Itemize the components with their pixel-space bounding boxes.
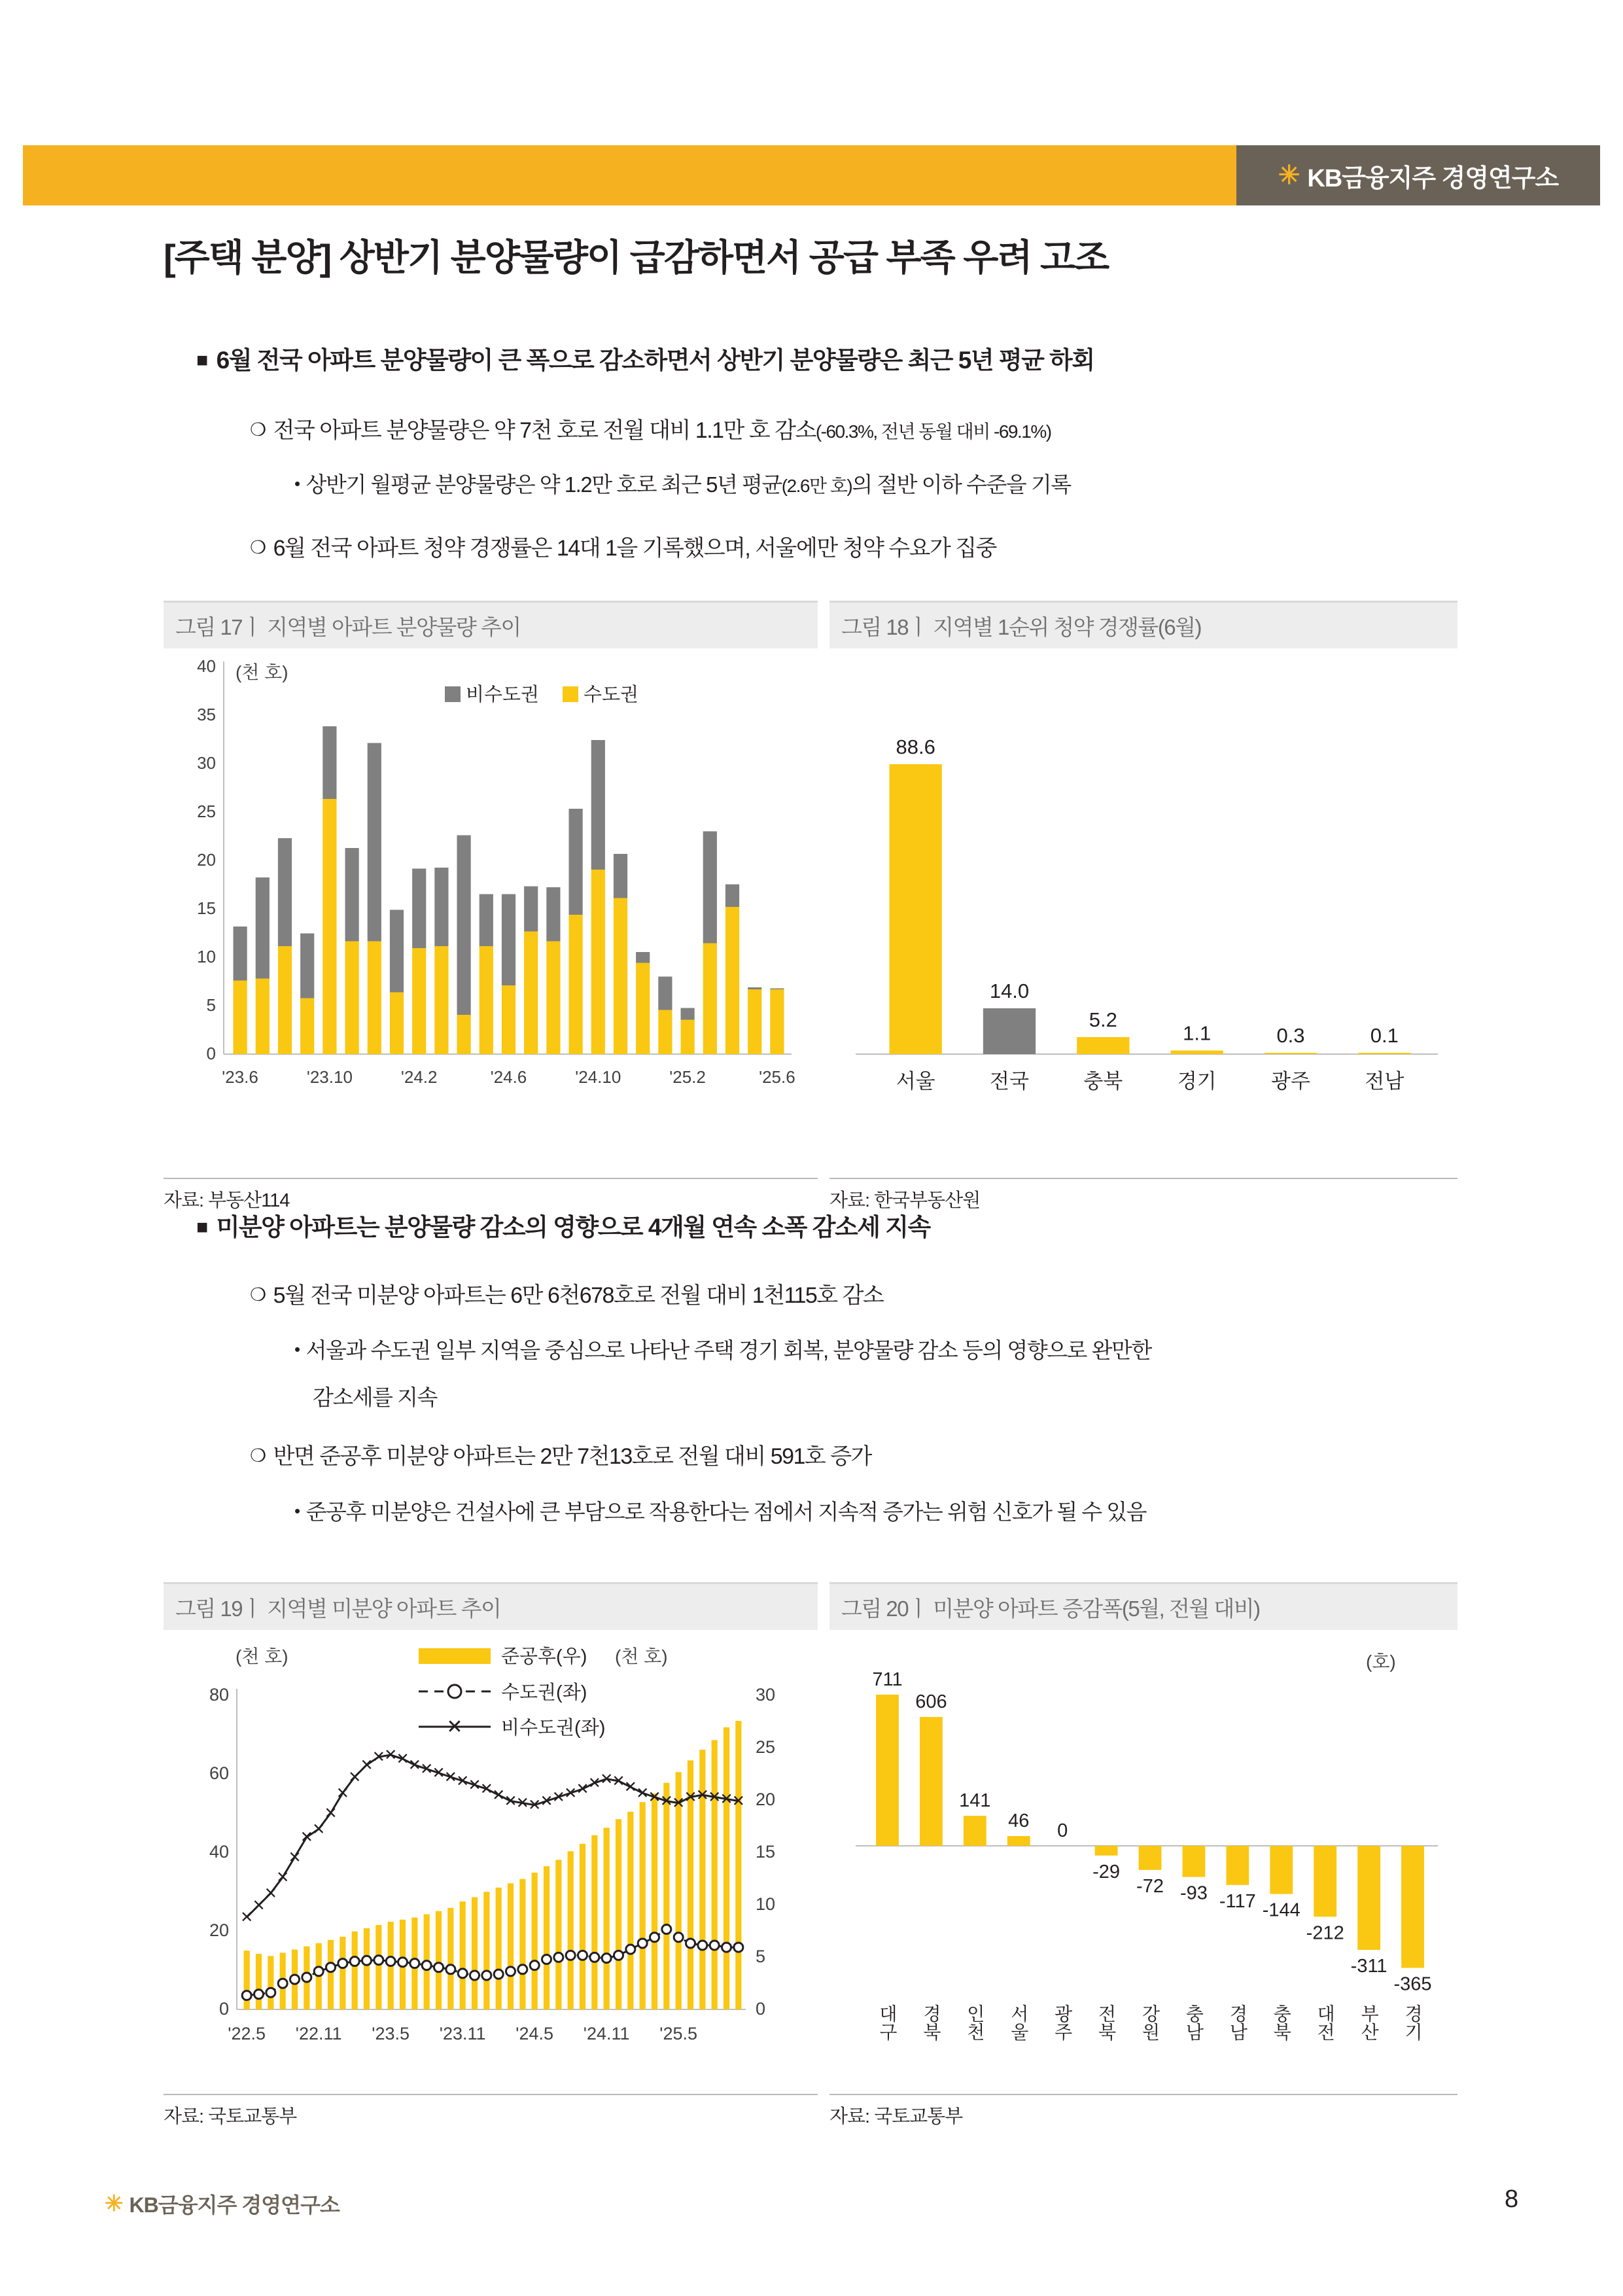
svg-text:✕: ✕ — [336, 1784, 349, 1803]
svg-text:✕: ✕ — [623, 1778, 637, 1797]
ring-bullet-icon: ❍ — [250, 1445, 266, 1466]
svg-text:'22.5: '22.5 — [228, 2024, 266, 2043]
bullet-section-2: ■ 미분양 아파트는 분양물량 감소의 영향으로 4개월 연속 소폭 감소세 지속 — [196, 1214, 930, 1241]
bullet-1-2: ❍ 6월 전국 아파트 청약 경쟁률은 14대 1을 기록했으며, 서울에만 청약 수요가 집중 — [250, 536, 996, 561]
square-bullet-icon: ■ — [196, 349, 207, 371]
svg-text:46: 46 — [1008, 1810, 1030, 1832]
svg-text:✕: ✕ — [396, 1750, 410, 1769]
figure-19-chart — [164, 1630, 818, 2088]
svg-text:35: 35 — [197, 705, 216, 724]
svg-text:25: 25 — [197, 802, 216, 821]
figure-19-unit-right: (천 호) — [615, 1646, 668, 1667]
svg-text:0: 0 — [1057, 1820, 1068, 1841]
svg-text:0.3: 0.3 — [1276, 1024, 1305, 1047]
svg-text:부산: 부산 — [1359, 2004, 1380, 2041]
svg-text:✕: ✕ — [300, 1828, 313, 1846]
svg-text:-93: -93 — [1179, 1882, 1208, 1904]
svg-text:전국: 전국 — [990, 1070, 1029, 1093]
figure-20-source: 자료: 국토교통부 — [829, 2106, 963, 2127]
svg-text:✕: ✕ — [720, 1790, 733, 1809]
svg-text:경북: 경북 — [920, 2004, 941, 2041]
svg-text:광주: 광주 — [1052, 2004, 1073, 2041]
svg-text:'23.11: '23.11 — [439, 2024, 486, 2043]
svg-text:✕: ✕ — [264, 1884, 277, 1903]
svg-text:광주: 광주 — [1271, 1070, 1310, 1093]
svg-text:80: 80 — [209, 1685, 229, 1704]
square-bullet-icon: ■ — [196, 1216, 207, 1238]
svg-text:0: 0 — [218, 1999, 229, 2019]
svg-text:✕: ✕ — [540, 1792, 553, 1810]
svg-text:711: 711 — [872, 1669, 903, 1690]
svg-text:✕: ✕ — [468, 1776, 481, 1794]
svg-text:40: 40 — [209, 1842, 229, 1862]
svg-text:'24.6: '24.6 — [490, 1067, 527, 1087]
svg-text:20: 20 — [197, 850, 216, 870]
figure-18 — [829, 601, 1457, 1212]
svg-text:'25.5: '25.5 — [659, 2024, 698, 2043]
svg-text:606: 606 — [915, 1691, 947, 1713]
svg-text:-311: -311 — [1350, 1955, 1387, 1977]
svg-text:14.0: 14.0 — [989, 980, 1030, 1002]
svg-text:수도권(좌): 수도권(좌) — [501, 1682, 587, 1703]
svg-text:'24.2: '24.2 — [400, 1067, 438, 1087]
figure-18-chart — [829, 648, 1457, 1172]
footer-logo — [105, 2189, 340, 2219]
svg-text:✕: ✕ — [636, 1784, 650, 1803]
svg-text:'25.2: '25.2 — [669, 1067, 706, 1087]
svg-text:✕: ✕ — [446, 1716, 463, 1738]
svg-text:15: 15 — [756, 1842, 776, 1862]
svg-text:40: 40 — [197, 656, 216, 676]
svg-text:✕: ✕ — [672, 1794, 686, 1812]
svg-text:5.2: 5.2 — [1089, 1008, 1117, 1031]
svg-text:10: 10 — [756, 1894, 776, 1914]
svg-text:✕: ✕ — [492, 1786, 506, 1805]
figure-18-source: 자료: 한국부동산원 — [829, 1190, 981, 1211]
svg-text:✕: ✕ — [240, 1909, 254, 1927]
svg-text:20: 20 — [209, 1920, 229, 1940]
svg-text:✕: ✕ — [695, 1786, 709, 1805]
svg-text:0: 0 — [756, 1999, 766, 2019]
bullet-section-1: ■ 6월 전국 아파트 분양물량이 큰 폭으로 감소하면서 상반기 분양물량은 최근 5년 평균 하회 — [196, 347, 1094, 374]
svg-text:'22.11: '22.11 — [295, 2024, 342, 2043]
svg-text:60: 60 — [209, 1763, 229, 1783]
svg-text:-144: -144 — [1262, 1899, 1300, 1921]
figure-17-unit: (천 호) — [236, 662, 288, 682]
figure-17-chart — [164, 648, 818, 1172]
header-band — [0, 145, 1623, 205]
svg-text:-29: -29 — [1092, 1861, 1121, 1882]
svg-text:충남: 충남 — [1183, 2004, 1204, 2041]
figure-18-body — [829, 648, 1457, 1212]
figure-17-title: 그림 17ㅣ 지역별 아파트 분양물량 추이 — [164, 603, 818, 648]
svg-text:✕: ✕ — [684, 1788, 697, 1807]
svg-text:서울: 서울 — [1008, 2004, 1029, 2041]
figure-20-chart — [829, 1630, 1457, 2088]
svg-text:10: 10 — [197, 947, 216, 966]
svg-text:-117: -117 — [1219, 1890, 1256, 1912]
bullet-2-1-sub-line2: 감소세를 지속 — [313, 1385, 437, 1409]
figure-20 — [829, 1582, 1457, 2128]
svg-text:141: 141 — [959, 1790, 991, 1812]
figure-19 — [164, 1582, 818, 2128]
svg-text:대전: 대전 — [1315, 2004, 1336, 2041]
svg-text:✕: ✕ — [576, 1780, 589, 1799]
svg-text:✕: ✕ — [587, 1774, 601, 1792]
svg-text:✕: ✕ — [504, 1792, 517, 1810]
svg-text:✕: ✕ — [276, 1868, 290, 1886]
figure-19-title: 그림 19ㅣ 지역별 미분양 아파트 추이 — [164, 1584, 818, 1630]
svg-text:✕: ✕ — [528, 1796, 542, 1814]
svg-text:✕: ✕ — [708, 1788, 722, 1807]
svg-text:✕: ✕ — [456, 1772, 470, 1790]
svg-text:충북: 충북 — [1271, 2004, 1292, 2041]
figure-17 — [164, 601, 818, 1212]
svg-text:비수도권(좌): 비수도권(좌) — [501, 1718, 606, 1739]
page-title: [주택 분양] 상반기 분양물량이 급감하면서 공급 부족 우려 고조 — [164, 237, 1109, 278]
svg-text:✕: ✕ — [444, 1768, 457, 1786]
bullet-2-2: ❍ 반면 준공후 미분양 아파트는 2만 7천13호로 전월 대비 591호 증가 — [250, 1444, 871, 1469]
svg-text:25: 25 — [756, 1737, 776, 1757]
dot-bullet-icon: • — [294, 474, 300, 493]
bullet-1-1: ❍ 전국 아파트 분양물량은 약 7천 호로 전월 대비 1.1만 호 감소(-60.3%, 전년 동월 대비 -69.1%) — [250, 418, 1051, 443]
svg-text:경남: 경남 — [1227, 2004, 1248, 2041]
svg-text:경기: 경기 — [1403, 2004, 1423, 2041]
page-number: 8 — [1505, 2185, 1519, 2213]
svg-text:✕: ✕ — [432, 1764, 445, 1782]
bullet-2-1-sub-line1: • 서울과 수도권 일부 지역을 중심으로 나타난 주택 경기 회복, 분양물량 감소 등의 영향으로 완만한 — [294, 1338, 1151, 1362]
svg-text:전북: 전북 — [1096, 2004, 1117, 2041]
svg-text:전남: 전남 — [1365, 1070, 1405, 1093]
svg-text:88.6: 88.6 — [896, 735, 935, 758]
svg-text:✕: ✕ — [420, 1760, 434, 1778]
figure-20-body — [829, 1630, 1457, 2128]
figure-17-source: 자료: 부동산114 — [164, 1190, 290, 1211]
svg-text:인천: 인천 — [964, 2004, 985, 2041]
svg-text:'23.6: '23.6 — [222, 1067, 258, 1087]
svg-text:✕: ✕ — [731, 1792, 745, 1810]
svg-text:비수도권: 비수도권 — [466, 684, 540, 705]
svg-text:✕: ✕ — [480, 1780, 493, 1799]
svg-text:0: 0 — [206, 1044, 216, 1063]
footer-logo-text: KB금융지주 경영연구소 — [129, 2193, 340, 2217]
svg-text:✕: ✕ — [551, 1788, 565, 1807]
svg-text:30: 30 — [756, 1685, 776, 1704]
svg-text:-72: -72 — [1136, 1875, 1164, 1897]
svg-text:✕: ✕ — [324, 1804, 338, 1822]
svg-text:강원: 강원 — [1140, 2004, 1161, 2041]
figure-19-unit-left: (천 호) — [236, 1646, 288, 1667]
svg-text:✕: ✕ — [360, 1756, 374, 1775]
bullet-2-2-sub: • 준공후 미분양은 건설사에 큰 부담으로 작용한다는 점에서 지속적 증가는 위험 신호가 될 수 있음 — [294, 1500, 1147, 1524]
ring-bullet-icon: ❍ — [250, 419, 266, 440]
svg-text:수도권: 수도권 — [584, 684, 639, 705]
svg-text:✕: ✕ — [288, 1848, 302, 1867]
svg-text:-212: -212 — [1306, 1922, 1344, 1944]
svg-text:20: 20 — [756, 1790, 776, 1809]
bullet-2-1: ❍ 5월 전국 미분양 아파트는 6만 6천678호로 전월 대비 1천115호 감소 — [250, 1283, 884, 1308]
svg-text:경기: 경기 — [1177, 1070, 1217, 1093]
svg-text:'24.11: '24.11 — [583, 2024, 630, 2043]
svg-text:0.1: 0.1 — [1370, 1024, 1399, 1047]
svg-text:5: 5 — [756, 1947, 766, 1966]
bullet-1-1-sub: • 상반기 월평균 분양물량은 약 1.2만 호로 최근 5년 평균(2.6만 호)의 절반 이하 수준을 기록 — [294, 472, 1071, 497]
svg-text:30: 30 — [197, 753, 216, 773]
svg-text:'23.10: '23.10 — [306, 1067, 353, 1087]
svg-text:'24.10: '24.10 — [575, 1067, 621, 1087]
header-logo-text: KB금융지주 경영연구소 — [1307, 164, 1559, 192]
svg-text:-365: -365 — [1393, 1973, 1432, 1995]
svg-text:충북: 충북 — [1083, 1070, 1123, 1093]
svg-text:✕: ✕ — [659, 1792, 673, 1810]
svg-text:'23.5: '23.5 — [372, 2024, 410, 2043]
header-logo-block — [1236, 145, 1600, 205]
figure-18-title: 그림 18ㅣ 지역별 1순위 청약 경쟁률(6월) — [829, 603, 1457, 648]
kb-star-icon: ✳ — [105, 2191, 123, 2216]
ring-bullet-icon: ❍ — [250, 537, 266, 557]
svg-text:✕: ✕ — [408, 1756, 421, 1775]
figure-17-body — [164, 648, 818, 1212]
svg-text:✕: ✕ — [515, 1794, 529, 1812]
svg-text:✕: ✕ — [384, 1746, 398, 1765]
svg-text:'25.6: '25.6 — [759, 1067, 795, 1087]
svg-text:5: 5 — [206, 995, 216, 1015]
figure-20-unit: (호) — [1366, 1651, 1396, 1672]
svg-text:대구: 대구 — [877, 2004, 898, 2041]
svg-text:✕: ✕ — [348, 1768, 362, 1786]
svg-text:✕: ✕ — [372, 1748, 385, 1767]
ring-bullet-icon: ❍ — [250, 1284, 266, 1305]
svg-text:준공후(우): 준공후(우) — [501, 1646, 587, 1667]
svg-text:15: 15 — [197, 898, 216, 918]
figure-19-body — [164, 1630, 818, 2128]
svg-text:✕: ✕ — [612, 1772, 625, 1790]
svg-text:✕: ✕ — [312, 1820, 326, 1839]
svg-text:✕: ✕ — [600, 1770, 614, 1788]
svg-text:서울: 서울 — [896, 1070, 935, 1093]
svg-text:✕: ✕ — [252, 1896, 266, 1915]
svg-text:1.1: 1.1 — [1183, 1021, 1212, 1045]
header-yellow-bar — [23, 145, 1236, 205]
figure-20-title: 그림 20ㅣ 미분양 아파트 증감폭(5월, 전월 대비) — [829, 1584, 1457, 1630]
svg-text:'24.5: '24.5 — [515, 2024, 554, 2043]
figure-19-source: 자료: 국토교통부 — [164, 2106, 297, 2127]
svg-text:✕: ✕ — [648, 1788, 661, 1807]
dot-bullet-icon: • — [294, 1339, 300, 1359]
svg-text:✕: ✕ — [564, 1784, 578, 1803]
dot-bullet-icon: • — [294, 1501, 300, 1521]
kb-star-icon: ✳ — [1278, 161, 1300, 190]
